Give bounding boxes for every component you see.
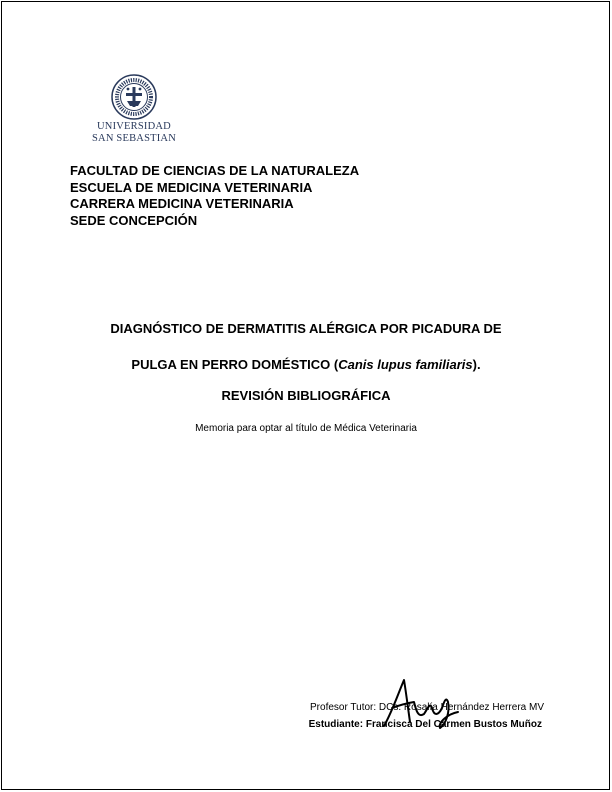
university-name-line-2: SAN SEBASTIAN (92, 133, 176, 144)
university-name-line-1: UNIVERSIDAD (97, 121, 171, 132)
university-logo (88, 74, 180, 144)
degree-subtitle: Memoria para optar al título de Médica Veterinaria (195, 423, 417, 434)
faculty-header (70, 163, 359, 229)
thesis-title-line-3: REVISIÓN BIBLIOGRÁFICA (221, 388, 391, 403)
species-name: Canis lupus familiaris (338, 357, 473, 372)
tutor-line: Profesor Tutor: DCs. Rosalía Hernández Herrera MV (310, 702, 544, 713)
faculty-line: FACULTAD DE CIENCIAS DE LA NATURALEZA (70, 163, 360, 178)
title-line-2-suffix: ). (472, 357, 481, 372)
handwritten-signature (380, 672, 466, 736)
title-line-2-prefix: PULGA EN PERRO DOMÉSTICO ( (131, 357, 339, 372)
university-seal-icon (111, 74, 157, 120)
thesis-title-line-2 (0, 357, 612, 372)
campus-line: SEDE CONCEPCIÓN (70, 212, 198, 228)
school-line: ESCUELA DE MEDICINA VETERINARIA (70, 179, 313, 195)
career-line: CARRERA MEDICINA VETERINARIA (70, 196, 294, 211)
thesis-title-line-1: DIAGNÓSTICO DE DERMATITIS ALÉRGICA POR PICADURA DE (110, 321, 502, 336)
student-line: Estudiante: Francisca Del Carmen Bustos Muñoz (308, 719, 542, 730)
